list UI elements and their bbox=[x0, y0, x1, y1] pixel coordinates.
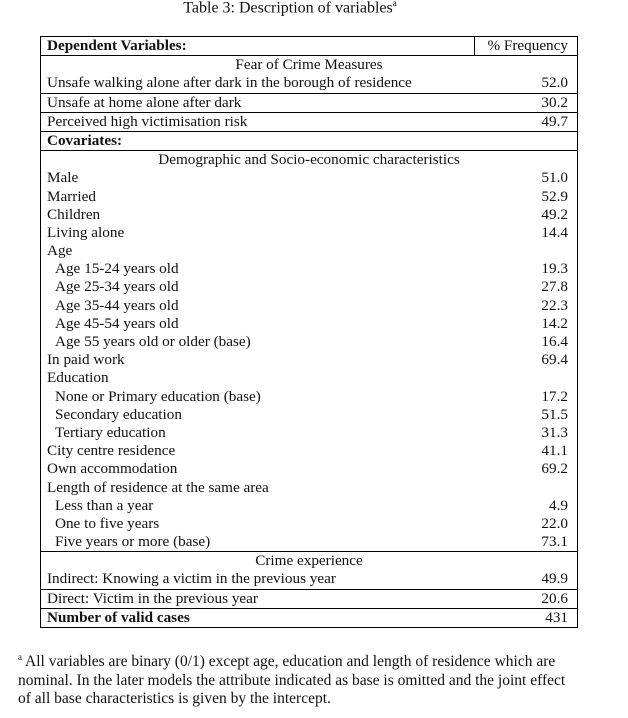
table-row bbox=[40, 351, 578, 369]
table-row bbox=[40, 369, 578, 387]
row-value: 14.4 bbox=[541, 223, 568, 241]
table-row bbox=[40, 570, 578, 589]
table-row bbox=[40, 188, 578, 206]
footnote-mark: a bbox=[18, 652, 22, 662]
table-row bbox=[40, 242, 578, 260]
row-value: 22.0 bbox=[541, 514, 568, 532]
table-row bbox=[40, 479, 578, 497]
row-label: None or Primary education (base) bbox=[55, 387, 261, 405]
row-label: Direct: Victim in the previous year bbox=[47, 589, 258, 607]
row-label: Living alone bbox=[47, 223, 125, 241]
row-label: Age 25-34 years old bbox=[55, 278, 179, 296]
table-row bbox=[40, 297, 578, 315]
row-value: 49.9 bbox=[541, 570, 568, 588]
table-row bbox=[40, 278, 578, 296]
row-value: 51.5 bbox=[541, 405, 568, 423]
row-label: Age 35-44 years old bbox=[55, 296, 179, 314]
row-value: 41.1 bbox=[541, 442, 568, 460]
row-label: Indirect: Knowing a victim in the previous year bbox=[47, 570, 336, 588]
row-label: Age 45-54 years old bbox=[55, 314, 179, 332]
dependent-rows bbox=[40, 74, 578, 131]
demographic-rows bbox=[40, 169, 578, 551]
table-row bbox=[40, 406, 578, 424]
row-label: One to five years bbox=[55, 514, 160, 532]
valid-cases-value: 431 bbox=[545, 608, 568, 626]
table-row bbox=[40, 113, 578, 131]
covariates-label: Covariates: bbox=[47, 131, 123, 149]
row-value: 16.4 bbox=[541, 333, 568, 350]
section-label: Fear of Crime Measures bbox=[235, 56, 383, 74]
row-value: 73.1 bbox=[541, 533, 568, 551]
row-label: Age 55 years old or older (base) bbox=[55, 333, 251, 350]
header-divider bbox=[474, 37, 475, 55]
section-crime-experience bbox=[40, 551, 578, 570]
table-row bbox=[40, 497, 578, 515]
row-label: Own accommodation bbox=[47, 460, 178, 478]
row-value: 17.2 bbox=[541, 387, 568, 405]
row-value: 52.0 bbox=[541, 74, 568, 92]
section-label: Demographic and Socio-economic characteristics bbox=[158, 151, 460, 169]
header-dependent-variables: Dependent Variables: bbox=[47, 37, 187, 54]
row-value: 27.8 bbox=[541, 278, 568, 296]
table-row bbox=[40, 442, 578, 460]
row-label: Secondary education bbox=[55, 405, 182, 423]
row-value: 49.2 bbox=[541, 205, 568, 223]
header-frequency: % Frequency bbox=[487, 37, 568, 54]
section-fear-of-crime bbox=[40, 56, 578, 74]
table-row bbox=[40, 533, 578, 551]
table-row bbox=[40, 460, 578, 478]
table-footnote bbox=[18, 648, 578, 709]
row-value: 52.9 bbox=[541, 187, 568, 205]
table-row bbox=[40, 224, 578, 242]
caption-footnote-mark: a bbox=[392, 0, 397, 8]
row-label: Tertiary education bbox=[55, 423, 166, 441]
row-label: Male bbox=[47, 169, 79, 187]
row-label: Education bbox=[47, 369, 109, 387]
row-value: 49.7 bbox=[541, 112, 568, 130]
row-value: 51.0 bbox=[541, 169, 568, 187]
row-value: 20.6 bbox=[541, 589, 568, 607]
table-row bbox=[40, 424, 578, 442]
caption-text: Table 3: Description of variables bbox=[183, 0, 393, 17]
table-row bbox=[40, 590, 578, 608]
crime-rows bbox=[40, 570, 578, 607]
row-value: 31.3 bbox=[541, 423, 568, 441]
table-row bbox=[40, 315, 578, 333]
row-label: Unsafe walking alone after dark in the borough of residence bbox=[47, 74, 412, 92]
row-label: Less than a year bbox=[55, 496, 154, 514]
table-row bbox=[40, 388, 578, 406]
table-row bbox=[40, 74, 578, 93]
row-value: 14.2 bbox=[541, 314, 568, 332]
footnote-text: All variables are binary (0/1) except age, education and length of residence which are nominal. In the later models the attribute indicated as base is omitted and the joint effect of all base characteristics is given by the intercept. bbox=[18, 653, 566, 708]
valid-cases-label: Number of valid cases bbox=[47, 608, 190, 626]
row-label: In paid work bbox=[47, 351, 125, 369]
row-value: 69.2 bbox=[541, 460, 568, 478]
row-label: Five years or more (base) bbox=[55, 533, 211, 551]
table-header-row bbox=[40, 36, 578, 56]
row-label: Age 15-24 years old bbox=[55, 260, 179, 278]
table-row bbox=[40, 260, 578, 278]
row-value: 30.2 bbox=[541, 93, 568, 111]
table-row bbox=[40, 94, 578, 113]
section-demographic bbox=[40, 151, 578, 169]
row-label: Unsafe at home alone after dark bbox=[47, 93, 242, 111]
row-label: Perceived high victimisation risk bbox=[47, 112, 248, 130]
table-row bbox=[40, 515, 578, 533]
row-value: 69.4 bbox=[541, 351, 568, 369]
table-row bbox=[40, 169, 578, 187]
covariates-header-row bbox=[40, 131, 578, 151]
row-value: 19.3 bbox=[541, 260, 568, 278]
table-caption bbox=[0, 0, 580, 17]
row-value: 22.3 bbox=[541, 296, 568, 314]
row-label: City centre residence bbox=[47, 442, 176, 460]
row-value: 4.9 bbox=[549, 496, 568, 514]
table-row bbox=[40, 206, 578, 224]
row-label: Married bbox=[47, 187, 96, 205]
row-label: Age bbox=[47, 242, 73, 260]
variables-table bbox=[40, 36, 578, 628]
section-label: Crime experience bbox=[255, 552, 363, 570]
table-row bbox=[40, 333, 578, 351]
row-label: Length of residence at the same area bbox=[47, 478, 269, 496]
valid-cases-row bbox=[40, 608, 578, 628]
row-label: Children bbox=[47, 205, 101, 223]
